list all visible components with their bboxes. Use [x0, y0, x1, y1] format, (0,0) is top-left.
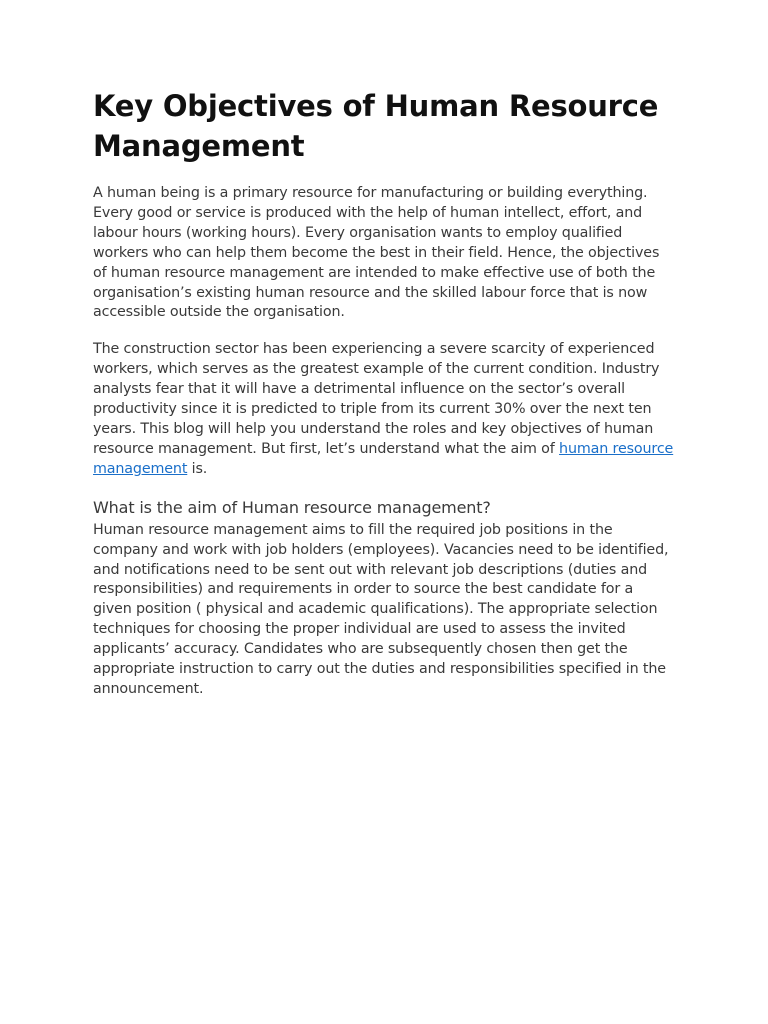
paragraph-text: The construction sector has been experiencing a severe scarcity of experienced workers, which serves as the greatest example of the current condition. Industry analysts fear that it will have a detrimental influence on the sector’s overall productivity since it is predicted to triple from its current 30% over the next ten years. This blog will help you understand the roles and key objectives of human resource management. But first, let’s understand what the aim of [93, 341, 660, 457]
document-page [93, 86, 675, 700]
page-title: Key Objectives of Human Resource Management [93, 89, 659, 163]
section-heading: What is the aim of Human resource management? [93, 497, 491, 517]
construction-paragraph [93, 340, 675, 479]
hrm-link[interactable]: human resource management [93, 440, 674, 477]
intro-paragraph: A human being is a primary resource for manufacturing or building everything. Every good or service is produced with the help of human intellect, effort, and labour hours (working hours). Every organisation wants to employ qualified workers who can help them become the best in their field. Hence, the objectives of human resource management are intended to make effective use of both the organisation’s existing human resource and the skilled labour force that is now accessible outside the organisation. [93, 185, 660, 321]
paragraph-text-end: is. [187, 460, 208, 477]
aim-paragraph: Human resource management aims to fill the required job positions in the company and work with job holders (employees). Vacancies need to be identified, and notifications need to be sent out with relevant job descriptions (duties and responsibilities) and requirements in order to source the best candidate for a given position ( physical and academic qualifications). The appropriate selection techniques for choosing the proper individual are used to assess the invited applicants’ accuracy. Candidates who are subsequently chosen then get the appropriate instruction to carry out the duties and responsibilities specified in the announcement. [93, 521, 669, 697]
